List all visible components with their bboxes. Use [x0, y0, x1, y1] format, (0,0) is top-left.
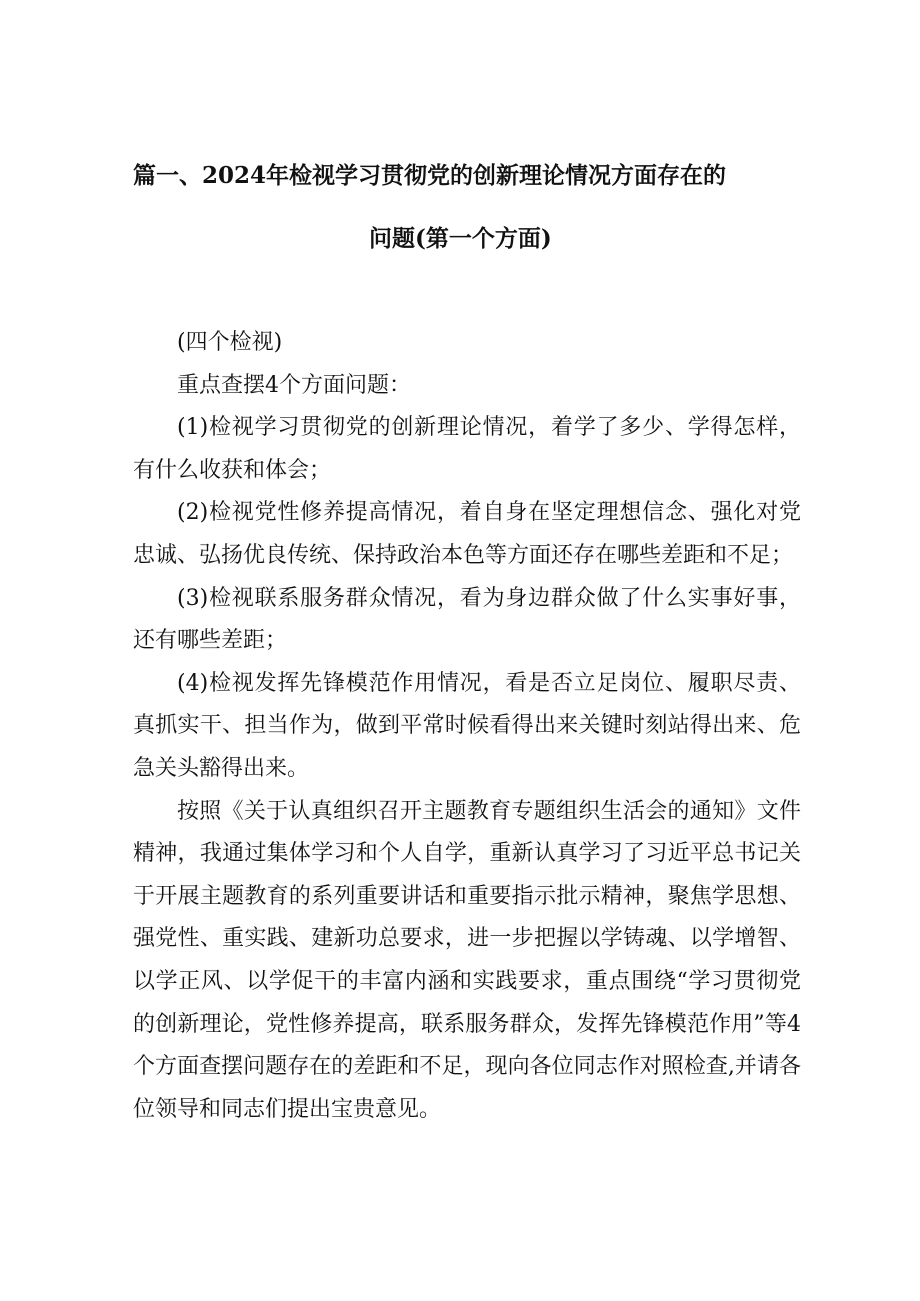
document-title-line-1: 篇一、2024年检视学习贯彻党的创新理论情况方面存在的: [133, 162, 727, 189]
paragraph-item-4: (4)检视发挥先锋模范作用情况，看是否立足岗位、履职尽责、真抓实干、担当作为，做到平常时候看得出来关键时刻站得出来、危急关头豁得出来。: [133, 670, 801, 781]
paragraph-item-2: (2)检视党性修养提高情况，着自身在坚定理想信念、强化对党忠诚、弘扬优良传统、保持政治本色等方面还存在哪些差距和不足；: [133, 500, 801, 568]
document-title-line-2: 问题(第一个方面): [369, 225, 552, 252]
paragraph-main-statement: 按照《关于认真组织召开主题教育专题组织生活会的通知》文件精神，我通过集体学习和个人自学，重新认真学习了习近平总书记关于开展主题教育的系列重要讲话和重要指示批示精神，聚焦学思想、强党性、重实践、建新功总要求，进一步把握以学铸魂、以学增智、以学正风、以学促干的丰富内涵和实践要求，重点围绕“学习贯彻党的创新理论，党性修养提高，联系服务群众，发挥先锋模范作用”等4个方面查摆问题存在的差距和不足，现向各位同志作对照检查,并请各位领导和同志们提出宝贵意见。: [133, 798, 801, 1122]
paragraph-key-issues-intro: 重点查摆4个方面问题：: [177, 372, 411, 398]
document-body: [133, 322, 801, 1131]
paragraph-item-3: (3)检视联系服务群众情况，看为身边群众做了什么实事好事，还有哪些差距；: [133, 585, 801, 654]
paragraph-four-inspections: (四个检视): [177, 330, 283, 355]
paragraph-item-1: (1)检视学习贯彻党的创新理论情况，着学了多少、学得怎样，有什么收获和体会；: [133, 415, 801, 483]
